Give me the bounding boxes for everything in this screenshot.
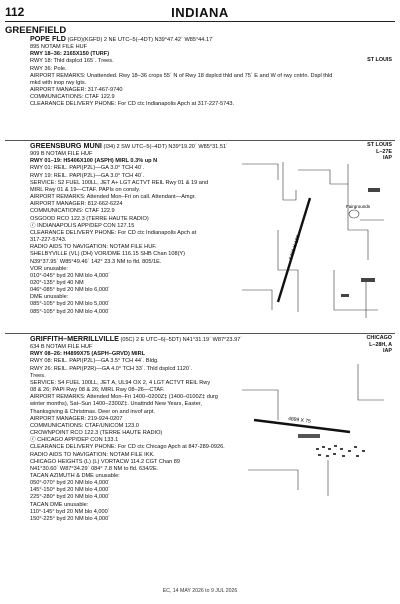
entry-line: AIRPORT REMARKS: Attended Mon–Fri on call. Attendant—Amgr. [30, 194, 196, 201]
entry-line: AIRPORT MANAGER: 317-467-9740 [30, 87, 123, 94]
road-line [334, 270, 378, 310]
entry-line: 150°-225° byd 20 NM blo 4,000´ [30, 515, 111, 522]
entry-line: OSGOOD RCO 122.3 (TERRE HAUTE RADIO) [30, 215, 149, 222]
entry-line: 110°-145° byd 20 NM blo 4,000´ [30, 508, 110, 515]
page-header [0, 0, 400, 22]
entry-line: TACAN AZIMUTH & DME unusable: [30, 472, 120, 479]
entry-line: COMMUNICATIONS: CTAF/UNICOM 123.0 [30, 422, 139, 429]
entry-line: COMMUNICATIONS: CTAF 122.9 [30, 208, 115, 215]
airport-entry-griffith [30, 334, 243, 523]
building-cluster [316, 445, 365, 457]
road-line [283, 162, 296, 200]
header-rule [5, 21, 395, 22]
apron [298, 434, 320, 438]
building-icon [368, 188, 380, 192]
road-line [358, 364, 384, 400]
entry-line: AIRPORT MANAGER: 812-662-6224 [30, 201, 123, 208]
entry-line: 020°-135° byd 40 NM [30, 279, 84, 286]
entry-line: RWY 08: REIL. PAPI(P2L)—GA 3.5° TCH 44´. Bldg. [30, 358, 159, 365]
entry-line: 085°-105° byd 20 NM blo 4,000´ [30, 308, 111, 315]
entry-line: mkd with inop rwy lgts. [30, 79, 87, 86]
entry-line: SERVICE: S2 FUEL 100LL, JET A+ LGT ACTVT REIL Rwy 01 & 19 and [30, 179, 209, 186]
entry-line: 08 & 26; PAPI Rwy 08 & 26; MIRL Rwy 08–26—CTAF. [30, 387, 165, 394]
entry-line: 225°-280° byd 20 NM blo 4,000´ [30, 494, 111, 501]
entry-line: SERVICE: S4 FUEL 100LL, JET A, UL94 OX 2, 4 LGT ACTVT REIL Rwy [30, 379, 211, 386]
section-ref: CHICAGO L–28H, A IAP [366, 335, 392, 355]
entry-line: AIRPORT REMARKS: Unattended. Rwy 18–36 crops 55´ N of Rwy 18 dsplcd thld and 75´ E and W of rwy cntrln. Dspl thld [30, 72, 333, 79]
entry-line: 046°-085° byd 20 NM blo 6,000´ [30, 287, 111, 294]
entry-line: 909 B NOTAM FILE HUF [30, 151, 93, 158]
section-ref: ST LOUIS [367, 57, 392, 63]
entry-line: ⓡ CHICAGO APP/DEP CON 133.1 [30, 437, 119, 444]
fairgrounds-track [349, 210, 359, 218]
entry-line: 317-227-5743. [30, 237, 67, 244]
entry-line: Thanksgiving & Christmas. Deer on and invof arpt. [30, 408, 155, 415]
entry-line: RWY 01–19: H5406X100 (ASPH) MIRL 0.3% up N [30, 158, 158, 165]
entry-line: 145°-150° byd 20 NM blo 4,000´ [30, 487, 111, 494]
road-line [248, 470, 298, 490]
road-line [242, 290, 272, 310]
runway-dimension-label: 4899 X 75 [287, 416, 312, 425]
airport-ident-line: (GFD)(KGFD) 2 NE UTC–5(–4DT) N39°47.42´ W85°44.17´ [67, 37, 215, 43]
entry-line: RWY 36: Pole. [30, 65, 67, 72]
entry-line: RWY 19: REIL. PAPI(P2L)—GA 3.0° TCH 40´. [30, 172, 145, 179]
entry-line: RADIO AIDS TO NAVIGATION: NOTAM FILE IKK. [30, 451, 155, 458]
entry-line: CLEARANCE DELIVERY PHONE: For CD ctc Indianapolis Apch at 317-227-5743. [30, 101, 235, 108]
airport-name: GREENSBURG MUNI [30, 141, 102, 150]
entry-line: CLEARANCE DELIVERY PHONE: For CD ctc Indianapolis Apch at [30, 229, 197, 236]
building-icon [361, 278, 375, 282]
entry-line: VOR unusable: [30, 265, 68, 272]
greensburg-airport-diagram [238, 160, 388, 320]
state-title: INDIANA [171, 5, 229, 20]
city-name: GREENFIELD [5, 25, 67, 36]
airport-ident-line: (I34) 2 SW UTC–5(–4DT) N39°19.20´ W85°31.51´ [103, 144, 228, 150]
page-number: 112 [5, 5, 25, 19]
fairgrounds-label: Fairgrounds [346, 204, 371, 209]
entry-line: N41°30.60´ W87°34.29´ 084° 7.8 NM to fld. 634/2E. [30, 465, 159, 472]
entry-line: winter months), Sat–Sun 1400–2300Z‡. Unattndd New Years, Easter, [30, 401, 202, 408]
entry-line: RADIO AIDS TO NAVIGATION: NOTAM FILE HUF. [30, 244, 157, 251]
entry-line: CLEARANCE DELIVERY PHONE: For CD ctc Chicago Apch at 847-289-0926. [30, 444, 225, 451]
entry-line: Trees. [30, 372, 46, 379]
building-icon [341, 294, 349, 297]
airport-ident-line: (05C) 2 E UTC–6(–5DT) N41°31.19´ W87°23.97´ [120, 337, 243, 343]
airport-name: POPE FLD [30, 34, 66, 43]
road-line [242, 164, 278, 180]
entry-line: RWY 26: REIL. PAPI(P2R)—GA 4.0° TCH 33´. Thld dsplcd 1120´. [30, 365, 193, 372]
entry-line: SHELBYVILLE (VL) (DH) VOR/DME 116.15 SHB Chan 108(Y) [30, 251, 186, 258]
griffith-airport-diagram [238, 360, 388, 500]
entry-line: TACAN DME unusable: [30, 501, 89, 508]
entry-line: ⓡ INDIANAPOLIS APP/DEP CON 127.15 [30, 222, 135, 229]
airport-entry-greensburg [30, 142, 240, 316]
entry-line: COMMUNICATIONS: CTAF 122.9 [30, 94, 115, 101]
airport-entry-pope [30, 34, 333, 109]
entry-line: 634 B NOTAM FILE HUF [30, 344, 93, 351]
road-line [298, 170, 348, 184]
entry-line: 085°-105° byd 20 NM blo 5,000´ [30, 301, 111, 308]
entry-line: RWY 18–36: 2165X150 (TURF) [30, 51, 110, 58]
entry-line: DME unusable: [30, 294, 69, 301]
entry-line: RWY 18: Thld dsplcd 165´. Trees. [30, 58, 114, 65]
entry-line: 050°-070° byd 20 NM blo 4,000´ [30, 480, 111, 487]
entry-line: N39°37.95´ W85°49.46´ 142° 23.3 NM to fld. 805/1E. [30, 258, 162, 265]
entry-line: RWY 01: REIL. PAPI(P2L)—GA 3.0° TCH 40´. [30, 165, 145, 172]
airport-name: GRIFFITH–MERRILLVILLE [30, 334, 119, 343]
entry-line: MIRL Rwy 01 & 19—CTAF. PAPIs on consly. [30, 186, 141, 193]
entry-line: RWY 08–26: H4899X75 (ASPH–GRVD) MIRL [30, 351, 146, 358]
entry-line: CHICAGO HEIGHTS (L) (L) VORTACW 114.2 CGT Chan 89 [30, 458, 181, 465]
entry-line: 895 NOTAM FILE HUF [30, 44, 88, 51]
section-ref: ST LOUIS L–27E IAP [367, 142, 392, 162]
entry-line: CROWNPOINT RCO 122.3 (TERRE HAUTE RADIO) [30, 430, 163, 437]
entry-line: AIRPORT MANAGER: 219-924-0207 [30, 415, 123, 422]
entry-line: 010°-045° byd 20 NM blo 4,000´ [30, 272, 111, 279]
footer-effective-dates: EC, 14 MAY 2026 to 9 JUL 2026 [162, 588, 238, 594]
runway-dimension-label: 5406 X 100 [288, 234, 302, 261]
entry-line: AIRPORT REMARKS: Attended Mon–Fri 1400–0200Z‡ (1400–0100Z‡ durg [30, 394, 218, 401]
road-line [242, 390, 278, 420]
